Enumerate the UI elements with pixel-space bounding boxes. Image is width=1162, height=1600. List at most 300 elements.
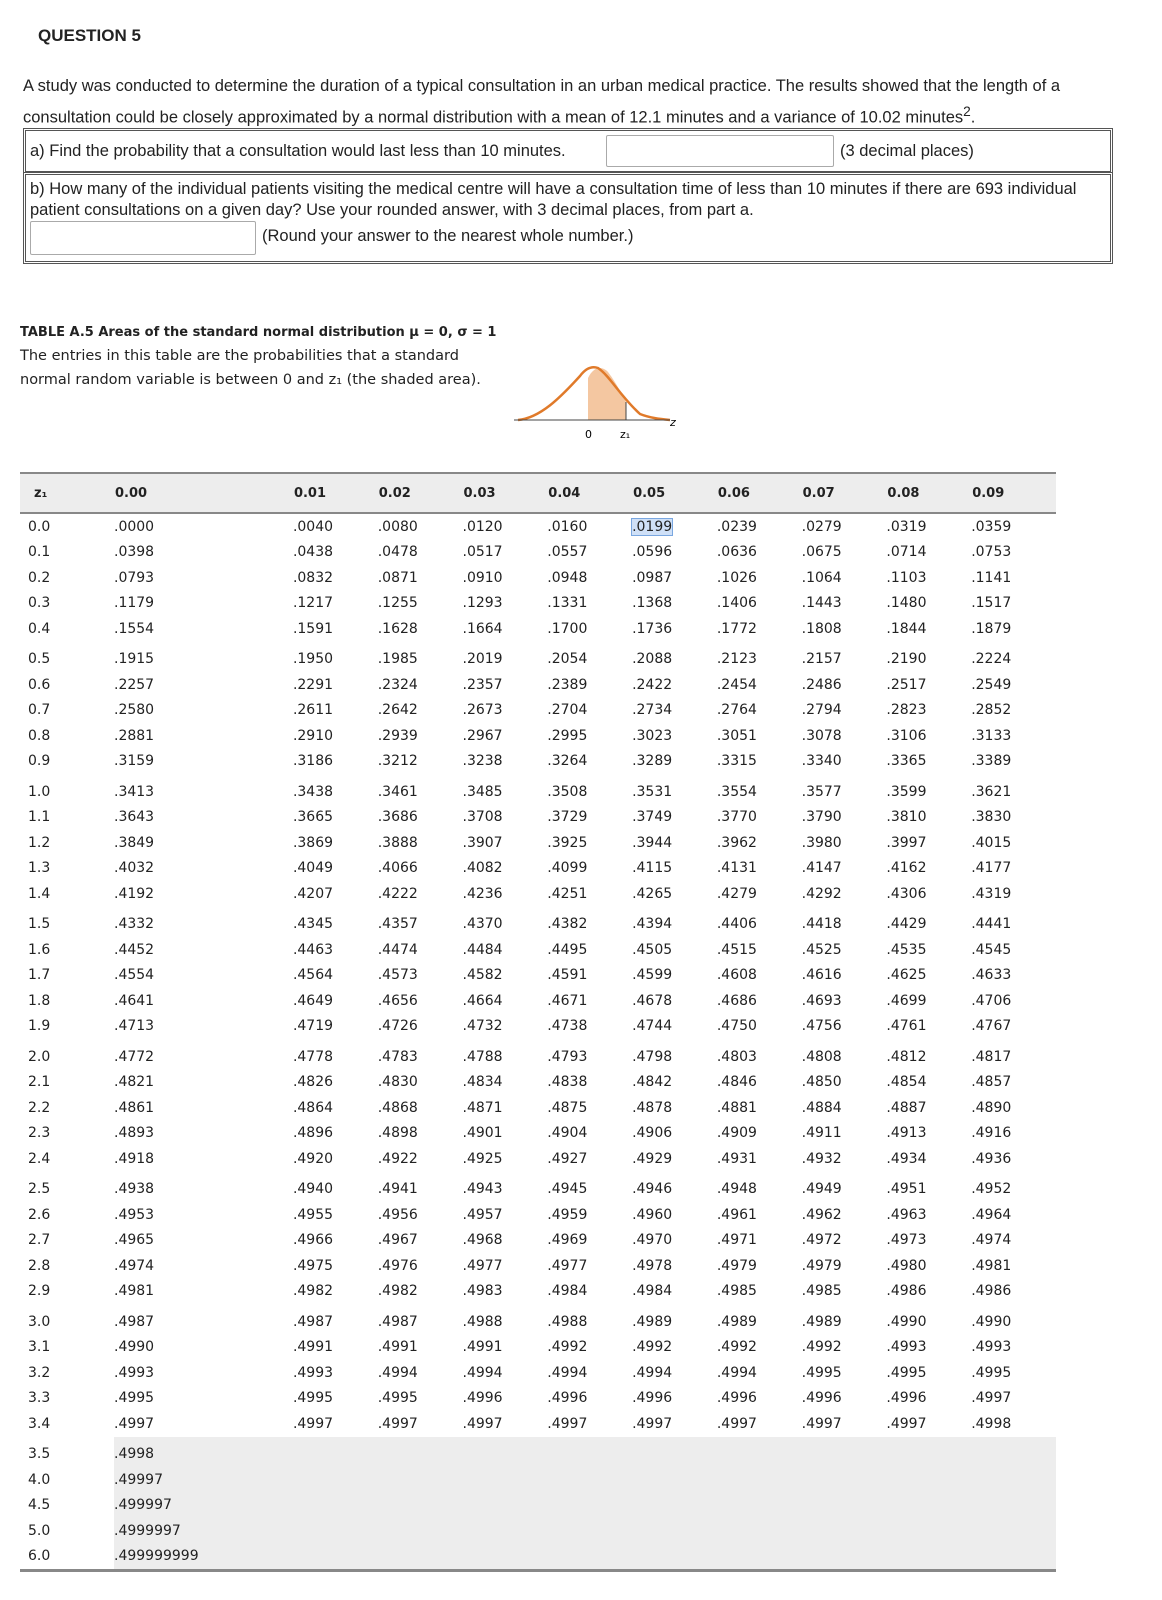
- z-value-cell: 1.4: [28, 885, 51, 902]
- probability-cell: .4968: [462, 1232, 503, 1249]
- probability-cell: .4957: [462, 1206, 503, 1223]
- part-b-answer-input[interactable]: [30, 221, 256, 255]
- probability-cell: .4147: [801, 860, 842, 877]
- probability-cell: .1700: [547, 620, 588, 637]
- z-value-cell: 1.2: [28, 834, 51, 851]
- empty-cell: [293, 1493, 378, 1519]
- probability-cell: .4997: [886, 1415, 927, 1432]
- probability-cell: .1141: [971, 569, 1012, 586]
- probability-cell: .4761: [886, 1018, 927, 1035]
- probability-cell: .4756: [801, 1018, 842, 1035]
- empty-cell: [971, 1493, 1056, 1519]
- probability-cell: .4783: [377, 1048, 418, 1065]
- table-row: [20, 698, 1056, 724]
- empty-cell: [632, 1437, 717, 1468]
- probability-cell: .3962: [716, 834, 757, 851]
- question-stem: [23, 74, 1128, 131]
- probability-cell: .1808: [801, 620, 842, 637]
- probability-cell: .3665: [292, 809, 334, 826]
- probability-cell: .4713: [114, 1018, 155, 1035]
- probability-cell: .4452: [114, 941, 155, 958]
- part-a-hint: (3 decimal places): [840, 142, 974, 160]
- probability-cell: .4993: [114, 1364, 155, 1381]
- probability-cell: .4904: [547, 1125, 588, 1142]
- probability-cell: .0871: [377, 569, 418, 586]
- probability-cell: .4940: [292, 1181, 334, 1198]
- probability-cell: .0478: [377, 544, 418, 561]
- probability-cell: .4929: [632, 1150, 673, 1167]
- probability-cell: .1772: [716, 620, 757, 637]
- probability-cell: .4505: [632, 941, 673, 958]
- probability-cell: .4032: [114, 860, 155, 877]
- probability-cell: .3264: [547, 753, 588, 770]
- probability-cell: .4265: [632, 885, 673, 902]
- probability-cell: .4251: [547, 885, 588, 902]
- probability-cell: .3186: [292, 753, 334, 770]
- probability-cell: .4678: [632, 992, 673, 1009]
- table-row: [20, 1467, 1056, 1493]
- probability-cell: .4979: [716, 1257, 757, 1274]
- probability-cell: .0948: [547, 569, 588, 586]
- empty-cell: [378, 1518, 463, 1544]
- probability-cell: .3925: [547, 834, 588, 851]
- probability-cell: .4995: [114, 1390, 155, 1407]
- table-row: [20, 988, 1056, 1014]
- part-a-answer-input[interactable]: [606, 135, 834, 167]
- probability-cell: .4131: [716, 860, 757, 877]
- probability-cell: .4974: [971, 1232, 1012, 1249]
- probability-cell: .3729: [547, 809, 588, 826]
- probability-cell: .4996: [547, 1390, 588, 1407]
- probability-cell: .49997: [114, 1467, 293, 1493]
- table-row: [20, 1518, 1056, 1544]
- table-row: [20, 1121, 1056, 1147]
- z-table: [20, 472, 1056, 1572]
- probability-cell: .3438: [292, 783, 334, 800]
- probability-cell: .4990: [971, 1313, 1012, 1330]
- probability-cell: .4963: [886, 1206, 927, 1223]
- probability-cell: .4706: [971, 992, 1012, 1009]
- z-value-cell: 1.7: [28, 967, 51, 984]
- probability-cell: .4996: [462, 1390, 503, 1407]
- probability-cell: .4980: [886, 1257, 927, 1274]
- table-row: [20, 1039, 1056, 1070]
- probability-cell: .4995: [886, 1364, 927, 1381]
- z-value-cell: 2.4: [28, 1150, 51, 1167]
- table-row: [20, 1228, 1056, 1254]
- probability-cell: .4945: [547, 1181, 588, 1198]
- label-z1: z₁: [620, 428, 631, 441]
- probability-cell: .0753: [971, 544, 1012, 561]
- probability-cell: .4082: [462, 860, 503, 877]
- table-row: [20, 907, 1056, 938]
- probability-cell: .4535: [886, 941, 927, 958]
- table-caption-text: The entries in this table are the probabilities that a standard normal random variable is between 0 and z₁ (the shaded area).: [20, 348, 481, 388]
- probability-cell: .2389: [547, 676, 588, 693]
- header-col-0.03: 0.03: [463, 473, 548, 513]
- probability-cell: .2454: [716, 676, 757, 693]
- probability-cell: .1950: [292, 651, 334, 668]
- probability-cell: .4812: [886, 1048, 927, 1065]
- empty-cell: [971, 1467, 1056, 1493]
- probability-cell: .4932: [801, 1150, 842, 1167]
- empty-cell: [971, 1518, 1056, 1544]
- probability-cell: .4608: [716, 967, 757, 984]
- probability-cell: .4319: [971, 885, 1012, 902]
- empty-cell: [293, 1544, 378, 1571]
- probability-cell: .4515: [716, 941, 757, 958]
- probability-cell: .4946: [632, 1181, 673, 1198]
- probability-cell: .2324: [377, 676, 418, 693]
- probability-cell: .2422: [632, 676, 673, 693]
- z-value-cell: 1.9: [28, 1018, 51, 1035]
- probability-cell: .4961: [716, 1206, 757, 1223]
- probability-cell: .4996: [716, 1390, 757, 1407]
- header-col-0.00: 0.00: [114, 473, 293, 513]
- probability-cell: .4989: [801, 1313, 842, 1330]
- probability-cell: .4875: [547, 1099, 588, 1116]
- probability-cell: .2764: [716, 702, 757, 719]
- probability-cell: .3869: [292, 834, 334, 851]
- empty-cell: [886, 1493, 971, 1519]
- probability-cell: .4878: [632, 1099, 673, 1116]
- table-row: [20, 937, 1056, 963]
- table-row: [20, 856, 1056, 882]
- probability-cell: .4726: [377, 1018, 418, 1035]
- table-row: [20, 830, 1056, 856]
- stem-superscript: 2: [963, 104, 971, 119]
- z-value-cell: 0.4: [28, 620, 51, 637]
- probability-cell: .4861: [114, 1099, 155, 1116]
- probability-cell: .1331: [547, 595, 588, 612]
- probability-cell: .4955: [292, 1206, 334, 1223]
- z-value-cell: 0.1: [28, 544, 51, 561]
- empty-cell: [293, 1467, 378, 1493]
- z-value-cell: 0.9: [28, 753, 51, 770]
- probability-cell: .4418: [801, 916, 842, 933]
- probability-cell: .4656: [377, 992, 418, 1009]
- probability-cell: .4162: [886, 860, 927, 877]
- z-value-cell: 2.9: [28, 1283, 51, 1300]
- probability-cell: .4495: [547, 941, 588, 958]
- probability-cell: .4591: [547, 967, 588, 984]
- probability-cell: .4545: [971, 941, 1012, 958]
- probability-cell: .2704: [547, 702, 588, 719]
- probability-cell: .3508: [547, 783, 588, 800]
- probability-cell: .4973: [886, 1232, 927, 1249]
- probability-cell: .3577: [801, 783, 842, 800]
- table-row: [20, 1360, 1056, 1386]
- probability-cell: .4987: [114, 1313, 155, 1330]
- table-row: [20, 540, 1056, 566]
- probability-cell: .4842: [632, 1074, 673, 1091]
- probability-cell: .4890: [971, 1099, 1012, 1116]
- probability-cell: .4997: [716, 1415, 757, 1432]
- probability-cell: .3980: [801, 834, 842, 851]
- probability-cell: .2157: [801, 651, 842, 668]
- probability-cell: .4949: [801, 1181, 842, 1198]
- z-value-cell: 1.0: [28, 783, 51, 800]
- probability-cell: .4956: [377, 1206, 418, 1223]
- probability-cell: .4906: [632, 1125, 673, 1142]
- probability-cell: .4357: [377, 916, 418, 933]
- table-row: [20, 672, 1056, 698]
- probability-cell: .4991: [377, 1339, 418, 1356]
- probability-cell: .3133: [971, 727, 1012, 744]
- probability-cell: .0279: [801, 518, 842, 535]
- probability-cell: .4750: [716, 1018, 757, 1035]
- z-value-cell: 6.0: [20, 1544, 114, 1571]
- probability-cell: .2852: [971, 702, 1012, 719]
- probability-cell: .4993: [292, 1364, 334, 1381]
- probability-cell: .4927: [547, 1150, 588, 1167]
- header-col-0.07: 0.07: [802, 473, 887, 513]
- probability-cell: .3770: [716, 809, 757, 826]
- empty-cell: [632, 1544, 717, 1571]
- table-row: [20, 1544, 1056, 1571]
- probability-cell: .4699: [886, 992, 927, 1009]
- probability-cell: .0160: [547, 518, 588, 535]
- probability-cell: .4995: [377, 1390, 418, 1407]
- probability-cell: .4015: [971, 834, 1012, 851]
- probability-cell: .4049: [292, 860, 334, 877]
- probability-cell: .4997: [462, 1415, 503, 1432]
- z-value-cell: 0.7: [28, 702, 51, 719]
- probability-cell: .3888: [377, 834, 418, 851]
- empty-cell: [463, 1467, 548, 1493]
- probability-cell: .4977: [547, 1257, 588, 1274]
- table-row: [20, 1172, 1056, 1203]
- probability-cell: .4207: [292, 885, 334, 902]
- probability-cell: .4996: [886, 1390, 927, 1407]
- probability-cell: .4989: [716, 1313, 757, 1330]
- probability-cell: .4838: [547, 1074, 588, 1091]
- probability-cell: .4394: [632, 916, 673, 933]
- probability-cell: .4857: [971, 1074, 1012, 1091]
- z-value-cell: 0.6: [28, 676, 51, 693]
- probability-cell: .2123: [716, 651, 757, 668]
- probability-cell: .4983: [462, 1283, 503, 1300]
- table-row: [20, 963, 1056, 989]
- probability-cell: .2642: [377, 702, 418, 719]
- z-value-cell: 2.0: [28, 1048, 51, 1065]
- header-col-0.08: 0.08: [886, 473, 971, 513]
- probability-cell: .3686: [377, 809, 418, 826]
- probability-cell: .4332: [114, 916, 155, 933]
- z-table-header-row: [20, 473, 1056, 513]
- probability-cell: [632, 513, 717, 540]
- z-value-cell: 4.5: [28, 1497, 51, 1514]
- probability-cell: .4994: [547, 1364, 588, 1381]
- probability-cell: .1064: [801, 569, 842, 586]
- probability-cell: .4996: [801, 1390, 842, 1407]
- table-row: [20, 723, 1056, 749]
- probability-cell: .0438: [292, 544, 334, 561]
- probability-cell: .0596: [632, 544, 673, 561]
- empty-cell: [717, 1437, 802, 1468]
- probability-cell: .4991: [292, 1339, 334, 1356]
- table-row: [20, 1070, 1056, 1096]
- probability-cell: .4992: [801, 1339, 842, 1356]
- header-col-0.02: 0.02: [378, 473, 463, 513]
- probability-cell: .4941: [377, 1181, 418, 1198]
- probability-cell: .2734: [632, 702, 673, 719]
- z-value-cell: 2.6: [28, 1206, 51, 1223]
- probability-cell: .2967: [462, 727, 503, 744]
- probability-cell: .3907: [462, 834, 503, 851]
- probability-cell: .4966: [292, 1232, 334, 1249]
- z-value-cell: 2.2: [28, 1099, 51, 1116]
- table-row: [20, 1335, 1056, 1361]
- probability-cell: .4306: [886, 885, 927, 902]
- z-value-cell: 0.2: [28, 569, 51, 586]
- z-value-cell: 2.3: [28, 1125, 51, 1142]
- probability-cell: .0359: [971, 518, 1012, 535]
- probability-cell: .4994: [716, 1364, 757, 1381]
- empty-cell: [717, 1518, 802, 1544]
- z-value-cell: 0.8: [28, 727, 51, 744]
- empty-cell: [717, 1467, 802, 1493]
- probability-cell: .4977: [462, 1257, 503, 1274]
- probability-cell: .4693: [801, 992, 842, 1009]
- probability-cell: .3531: [632, 783, 673, 800]
- probability-cell: .4554: [114, 967, 155, 984]
- table-row: [20, 1437, 1056, 1468]
- probability-cell: .4974: [114, 1257, 155, 1274]
- probability-cell: .4985: [716, 1283, 757, 1300]
- probability-cell: .2794: [801, 702, 842, 719]
- probability-cell: .4719: [292, 1018, 334, 1035]
- probability-cell: .4994: [462, 1364, 503, 1381]
- probability-cell: .4772: [114, 1048, 155, 1065]
- empty-cell: [378, 1437, 463, 1468]
- empty-cell: [632, 1518, 717, 1544]
- probability-cell: .4850: [801, 1074, 842, 1091]
- probability-cell: .0910: [462, 569, 503, 586]
- probability-cell: .0000: [114, 518, 155, 535]
- probability-cell: .4948: [716, 1181, 757, 1198]
- probability-cell: .4115: [632, 860, 673, 877]
- probability-cell: .4943: [462, 1181, 503, 1198]
- z-value-cell: 3.0: [28, 1313, 51, 1330]
- empty-cell: [293, 1437, 378, 1468]
- probability-cell: .499997: [114, 1493, 293, 1519]
- z-value-cell: 0.3: [28, 595, 51, 612]
- probability-cell: .4989: [632, 1313, 673, 1330]
- probability-cell: .1517: [971, 595, 1012, 612]
- probability-cell: .3830: [971, 809, 1012, 826]
- probability-cell: .4641: [114, 992, 155, 1009]
- table-row: [20, 881, 1056, 907]
- probability-cell: .4981: [114, 1283, 155, 1300]
- probability-cell: .4854: [886, 1074, 927, 1091]
- z-value-cell: 0.0: [28, 518, 51, 535]
- probability-cell: .4911: [801, 1125, 842, 1142]
- probability-cell: .4976: [377, 1257, 418, 1274]
- table-row: [20, 1411, 1056, 1437]
- part-b-box: [23, 172, 1113, 264]
- probability-cell: .4993: [971, 1339, 1012, 1356]
- probability-cell: .4938: [114, 1181, 155, 1198]
- probability-cell: .4987: [377, 1313, 418, 1330]
- stem-end: .: [970, 108, 976, 127]
- probability-cell: .4985: [801, 1283, 842, 1300]
- z-value-cell: 1.6: [28, 941, 51, 958]
- probability-cell: .4965: [114, 1232, 155, 1249]
- table-row: [20, 1304, 1056, 1335]
- probability-cell: .0636: [716, 544, 757, 561]
- empty-cell: [802, 1493, 887, 1519]
- probability-cell: .4982: [377, 1283, 418, 1300]
- table-row: [20, 774, 1056, 805]
- part-a-box: [23, 128, 1113, 174]
- probability-cell: .0319: [886, 518, 927, 535]
- probability-cell: .4463: [292, 941, 334, 958]
- probability-cell: .4996: [632, 1390, 673, 1407]
- part-a-label: a) Find the probability that a consultation would last less than 10 minutes.: [30, 142, 566, 160]
- probability-cell: .4788: [462, 1048, 503, 1065]
- probability-cell: .4988: [462, 1313, 503, 1330]
- probability-cell: .4633: [971, 967, 1012, 984]
- probability-cell: .4931: [716, 1150, 757, 1167]
- z-value-cell: 3.2: [28, 1364, 51, 1381]
- probability-cell: .4967: [377, 1232, 418, 1249]
- probability-cell: .1736: [632, 620, 673, 637]
- empty-cell: [378, 1467, 463, 1493]
- probability-cell: .4525: [801, 941, 842, 958]
- probability-cell: .4916: [971, 1125, 1012, 1142]
- probability-cell: .1179: [114, 595, 155, 612]
- probability-cell: .2088: [632, 651, 673, 668]
- probability-cell: .4952: [971, 1181, 1012, 1198]
- probability-cell: .4997: [801, 1415, 842, 1432]
- probability-cell: .4345: [292, 916, 334, 933]
- probability-cell: .4236: [462, 885, 503, 902]
- z-value-cell: 3.5: [28, 1446, 51, 1463]
- highlighted-value: .0199: [632, 518, 673, 535]
- probability-cell: .4981: [971, 1257, 1012, 1274]
- probability-cell: .1985: [377, 651, 418, 668]
- probability-cell: .4896: [292, 1125, 334, 1142]
- probability-cell: .4998: [114, 1437, 293, 1468]
- probability-cell: .4279: [716, 885, 757, 902]
- probability-cell: .2673: [462, 702, 503, 719]
- table-caption-title: TABLE A.5 Areas of the standard normal distribution μ = 0, σ = 1: [20, 325, 497, 340]
- probability-cell: .3159: [114, 753, 155, 770]
- probability-cell: .4922: [377, 1150, 418, 1167]
- probability-cell: .3051: [716, 727, 757, 744]
- probability-cell: .4986: [971, 1283, 1012, 1300]
- probability-cell: .4817: [971, 1048, 1012, 1065]
- probability-cell: .3621: [971, 783, 1012, 800]
- probability-cell: .4732: [462, 1018, 503, 1035]
- probability-cell: .4994: [632, 1364, 673, 1381]
- probability-cell: .1026: [716, 569, 757, 586]
- probability-cell: .3643: [114, 809, 155, 826]
- probability-cell: .1915: [114, 651, 155, 668]
- header-col-0.06: 0.06: [717, 473, 802, 513]
- empty-cell: [547, 1518, 632, 1544]
- probability-cell: .4995: [971, 1364, 1012, 1381]
- table-row: [20, 1014, 1056, 1040]
- probability-cell: .4406: [716, 916, 757, 933]
- probability-cell: .1255: [377, 595, 418, 612]
- empty-cell: [632, 1493, 717, 1519]
- probability-cell: .2910: [292, 727, 334, 744]
- probability-cell: .3749: [632, 809, 673, 826]
- probability-cell: .1844: [886, 620, 927, 637]
- probability-cell: .4474: [377, 941, 418, 958]
